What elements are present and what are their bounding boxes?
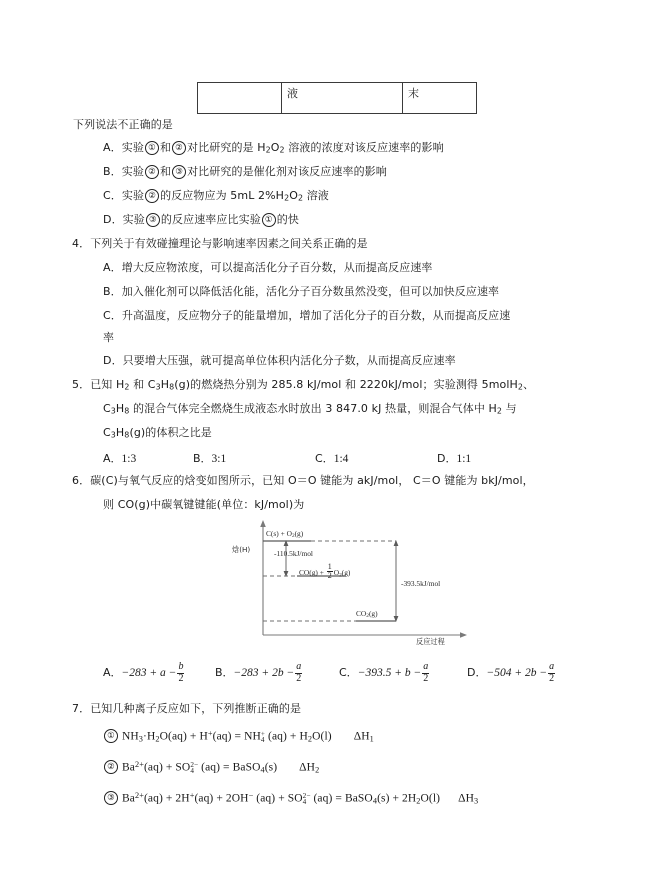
eq3-e: (aq) = BaSO <box>310 792 373 805</box>
q5-l1c: H <box>160 378 170 391</box>
sub: 2 <box>366 613 369 620</box>
circled-1-icon: ① <box>262 213 276 227</box>
frac-numerator: a <box>549 661 555 672</box>
circled-2-icon: ② <box>172 141 186 155</box>
enthalpy-diagram <box>232 519 476 647</box>
q6-option-b <box>215 662 303 684</box>
sup: 2+ <box>134 791 144 800</box>
eq3-f: (s) + 2H <box>377 792 417 805</box>
q6-l2-paren: (g) <box>134 498 151 511</box>
circled-3-icon: ③ <box>104 791 118 805</box>
q5-option-b-letter: B． <box>193 452 212 465</box>
sub: 3 <box>474 796 479 806</box>
q5-option-c-value: 1:4 <box>333 453 349 465</box>
sup: 2+ <box>134 760 144 769</box>
sub: 3 <box>155 382 161 392</box>
q3-option-d-letter: D <box>103 213 112 226</box>
sub: 2 <box>517 382 524 392</box>
eq2-a: Ba <box>121 761 135 774</box>
eq2-dh: ΔH <box>299 761 316 774</box>
q7-equation-2 <box>103 760 319 776</box>
eq3-b: (aq) + 2H <box>143 792 190 805</box>
frac-denominator: 2 <box>296 672 302 684</box>
q5-option-a-value: 1:3 <box>121 453 137 465</box>
q5-option-a-letter: A． <box>103 452 122 465</box>
q4-option-d-text: ．只要增大压强，就可提高单位体积内活化分子数，从而提高反应速率 <box>111 354 456 367</box>
sub: 2 <box>124 382 130 392</box>
q3-option-c-letter: C <box>103 189 111 202</box>
sup: − <box>248 791 254 800</box>
level-label-product <box>356 609 378 619</box>
delta-h2-arrow-up-icon <box>394 540 399 546</box>
q5-l2b: H <box>115 402 125 415</box>
q6-option-d-fraction <box>548 662 555 684</box>
level-label-intermediate-b: O <box>333 568 340 578</box>
q3-option-a-post-c: 溶液的浓度对该反应速率的影响 <box>284 141 444 154</box>
eq1-dh: ΔH <box>353 730 370 743</box>
chart-xlabel: 反应过程 <box>416 637 445 646</box>
q4-stem: 下列关于有效碰撞理论与影响速率因素之间关系正确的是 <box>90 237 368 250</box>
q4-option-a <box>103 261 433 275</box>
sup: + <box>207 729 213 738</box>
q4-option-b-letter: B <box>103 285 111 298</box>
level-label-reactants <box>266 529 303 539</box>
q5-l3a: C <box>103 426 111 439</box>
q4-number: 4． <box>72 237 91 250</box>
q5-option-b <box>193 450 226 466</box>
q6-option-a-fraction <box>177 662 184 684</box>
eq1-b: ·H <box>143 730 156 743</box>
q5-line-3 <box>103 426 212 441</box>
q6-option-b-fraction <box>295 662 302 684</box>
one-half-fraction <box>327 563 333 581</box>
sub: 2 <box>279 145 285 155</box>
circled-2-icon: ② <box>104 760 118 774</box>
sub: 2 <box>315 765 320 775</box>
q6-option-b-lead: −283 + 2b − <box>233 667 295 679</box>
sub: 2 <box>155 734 160 744</box>
q6-l1: 碳(C)与氧气反应的焓变如图所示，已知 O＝O 键能为 akJ/mol， C＝O 键能为 bkJ/mol， <box>90 474 534 487</box>
q3-stem: 下列说法不正确的是 <box>73 118 173 131</box>
q6-option-d <box>467 662 556 684</box>
q3-option-b-letter: B <box>103 165 111 178</box>
frac-numerator: b <box>178 661 184 672</box>
q3-option-c-pre: ．实验 <box>110 189 145 202</box>
q3-option-c-post-c: 溶液 <box>303 189 329 202</box>
q4-option-c <box>103 309 510 323</box>
q5-l2d: 与 <box>502 402 517 415</box>
q5-option-d-letter: D． <box>437 452 457 465</box>
q3-option-a-pre: ．实验 <box>110 141 144 154</box>
annotation-delta-h2: -393.5kJ/mol <box>401 579 441 588</box>
eq2-c: (aq) = BaSO <box>198 761 261 774</box>
x-axis-arrow-icon <box>460 632 467 638</box>
sub: 2 <box>496 406 503 416</box>
q3-option-a-mid: 和 <box>159 141 172 154</box>
sub: 2 <box>416 796 421 806</box>
sub: 2 <box>307 734 313 744</box>
q5-l3b: H <box>115 426 125 439</box>
q3-option-a-letter: A <box>103 141 111 154</box>
sub: 8 <box>124 430 130 440</box>
q7-equation-1 <box>103 729 374 745</box>
sub: 8 <box>124 406 130 416</box>
frac-denominator: 2 <box>423 672 429 684</box>
q3-option-d <box>103 213 299 227</box>
level-label-intermediate-c: (g) <box>341 568 351 578</box>
q6-option-d-letter: D． <box>467 666 487 679</box>
annotation-delta-h1: -110.5kJ/mol <box>274 549 313 558</box>
eq3-d: (aq) + SO <box>253 792 303 805</box>
sub: 3 <box>110 406 116 416</box>
eq2-d: (s) <box>264 761 278 774</box>
sub: 4 <box>372 796 378 806</box>
q5-option-c <box>315 450 348 466</box>
level-label-intermediate-a: CO(g) + <box>299 568 326 578</box>
q6-line-2 <box>103 498 304 512</box>
sub: 2 <box>291 533 295 540</box>
q5-option-b-value: 3:1 <box>211 453 227 465</box>
q3-option-d-post-b: 的快 <box>276 213 299 226</box>
experiment-table <box>197 82 477 114</box>
q4-option-b <box>103 285 499 299</box>
level-label-intermediate <box>299 563 350 581</box>
sub: 3 <box>138 734 144 744</box>
q6-option-a-letter: A． <box>103 666 122 679</box>
q3-option-a <box>103 141 444 156</box>
q6-line-1 <box>72 474 534 488</box>
table-cell-2: 液 <box>282 83 403 114</box>
q5-number: 5． <box>72 378 91 391</box>
q5-l3c: (g)的体积之比是 <box>129 426 212 439</box>
q4-option-c-letter: C <box>103 309 111 322</box>
sub: 1 <box>369 734 374 744</box>
q5-line-1 <box>72 378 534 393</box>
q6-l2a: 则 CO <box>103 498 135 511</box>
q5-option-d <box>437 450 471 466</box>
q6-option-c <box>339 662 430 684</box>
q5-l2a: C <box>103 402 111 415</box>
q5-l1e: 、 <box>523 378 535 391</box>
q6-option-b-letter: B． <box>215 666 234 679</box>
sup: + <box>260 729 266 738</box>
q3-option-c <box>103 189 329 204</box>
q6-option-a <box>103 662 185 684</box>
q3-option-a-post-a: 对比研究的是 H <box>187 141 266 154</box>
level-label-product-b: (g) <box>368 609 378 618</box>
q6-option-c-lead: −393.5 + b − <box>357 667 422 679</box>
eq1-a: NH <box>121 730 139 743</box>
sub: 2 <box>284 193 290 203</box>
q5-option-a <box>103 450 136 466</box>
eq3-a: Ba <box>121 792 135 805</box>
q7-line <box>72 702 301 716</box>
frac-denominator: 2 <box>327 571 332 581</box>
q5-option-c-letter: C． <box>315 452 334 465</box>
q3-option-b-post: 对比研究的是催化剂对该反应速率的影响 <box>187 165 387 178</box>
circled-2-icon: ② <box>145 189 159 203</box>
q5-l1d: (g)的燃烧热分别为 285.8 kJ/mol 和 2220kJ/mol；实验测得 5molH <box>174 378 518 391</box>
eq2-b: (aq) + SO <box>143 761 191 774</box>
q5-line-2 <box>103 402 517 417</box>
q3-option-b-mid: 和 <box>159 165 172 178</box>
q3-option-d-pre: ．实验 <box>111 213 145 226</box>
q3-option-a-post-b: O <box>270 141 280 154</box>
q4-option-a-letter: A <box>103 261 111 274</box>
q6-number: 6． <box>72 474 91 487</box>
circled-3-icon: ③ <box>172 165 186 179</box>
q5-l1a: 已知 H <box>90 378 125 391</box>
eq1-e: (aq) + H <box>265 730 308 743</box>
q6-option-c-fraction <box>422 662 429 684</box>
q7-equation-3 <box>103 791 478 807</box>
sub: 3 <box>110 430 116 440</box>
sub: 2 <box>265 145 271 155</box>
q7-stem: 已知几种离子反应如下，下列推断正确的是 <box>90 702 302 715</box>
q3-option-b <box>103 165 387 179</box>
q7-number: 7． <box>72 702 91 715</box>
circled-1-icon: ① <box>104 729 118 743</box>
sub: 4 <box>190 766 195 775</box>
q6-option-a-lead: −283 + a − <box>121 667 177 679</box>
frac-denominator: 2 <box>549 672 555 684</box>
sup: 2− <box>302 791 311 800</box>
level-label-product-a: CO <box>356 609 367 618</box>
level-label-reactants-a: C(s) + O <box>266 529 292 538</box>
sub: 2 <box>297 193 304 203</box>
eq3-g: O(l) <box>420 792 441 805</box>
q5-l2c: 的混合气体完全燃烧生成液态水时放出 3 847.0 kJ 热量，则混合气体中 H <box>129 402 497 415</box>
chart-ylabel: 焓(H) <box>232 545 251 554</box>
table-cell-1 <box>198 83 282 114</box>
circled-2-icon: ② <box>145 165 159 179</box>
circled-3-icon: ③ <box>146 213 160 227</box>
q3-option-c-post-b: O <box>289 189 298 202</box>
sup: 2− <box>190 760 199 769</box>
frac-numerator: 1 <box>327 562 332 571</box>
q3-option-d-post-a: 的反应速率应比实验 <box>160 213 261 226</box>
frac-denominator: 2 <box>178 672 184 684</box>
q3-option-b-pre: ．实验 <box>110 165 144 178</box>
eq1-c: O(aq) + H <box>159 730 208 743</box>
q5-l1b: 和 C <box>129 378 156 391</box>
y-axis-arrow-icon <box>260 520 266 527</box>
circled-1-icon: ① <box>145 141 159 155</box>
table-row <box>198 83 477 114</box>
sub: 4 <box>260 765 265 775</box>
q4-option-d <box>103 354 456 368</box>
level-label-reactants-b: (g) <box>294 529 304 538</box>
q4-option-d-letter: D <box>103 354 112 367</box>
sub: 4 <box>302 797 307 806</box>
sub: 4 <box>260 735 265 744</box>
q4-option-c-cont: 率 <box>103 331 115 344</box>
eq3-c: (aq) + 2OH <box>194 792 249 805</box>
table-cell-3: 末 <box>403 83 477 114</box>
q6-option-c-letter: C． <box>339 666 358 679</box>
q6-option-d-lead: −504 + 2b − <box>486 667 548 679</box>
q4-option-c-text: ．升高温度，反应物分子的能量增加，增加了活化分子的百分数，从而提高反应速 <box>110 309 511 322</box>
q4-line <box>72 237 368 251</box>
frac-numerator: a <box>296 661 302 672</box>
sub: 8 <box>169 382 175 392</box>
q4-option-a-text: ．增大反应物浓度，可以提高活化分子百分数，从而提高反应速率 <box>110 261 433 274</box>
sup: + <box>189 791 195 800</box>
q5-option-d-value: 1:1 <box>456 453 472 465</box>
sub: 2 <box>339 572 342 579</box>
q3-option-c-post-a: 的反应物应为 5mL 2%H <box>160 189 285 202</box>
eq1-d: (aq) = NH <box>212 730 261 743</box>
q6-l2b: 中碳氧键键能(单位：kJ/mol)为 <box>150 498 305 511</box>
eq3-dh: ΔH <box>458 792 474 805</box>
eq1-f: O(l) <box>312 730 332 743</box>
frac-numerator: a <box>423 661 429 672</box>
q4-option-b-text: ．加入催化剂可以降低活化能，活化分子百分数虽然没变，但可以加快反应速率 <box>110 285 500 298</box>
